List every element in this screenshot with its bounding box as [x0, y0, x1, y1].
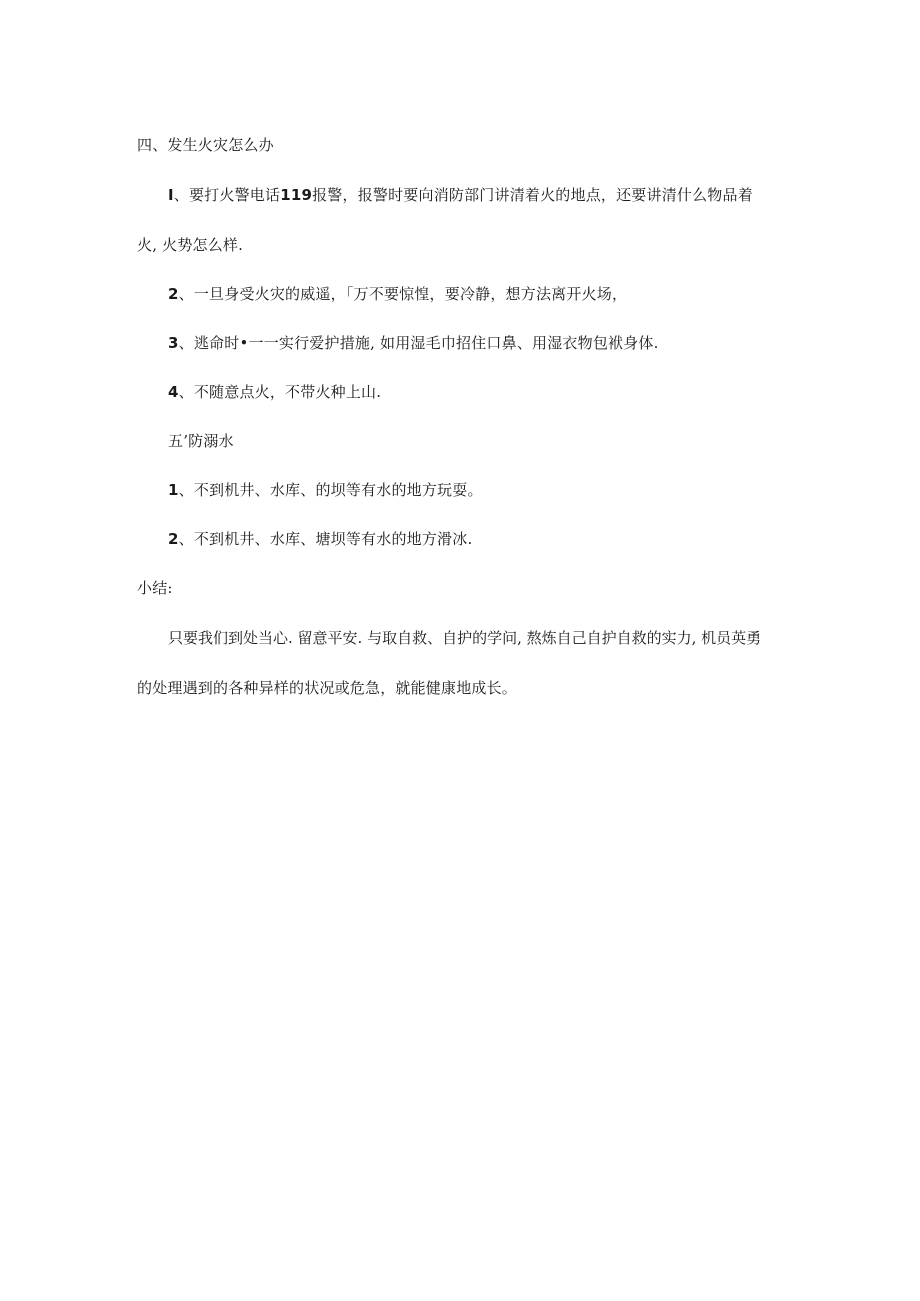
s5-item-2-text: 、不到机井、水库、塘坝等有水的地方滑冰. [178, 530, 473, 548]
section-4-heading: 四、发生火灾怎么办 [137, 136, 274, 154]
s5-item-1-text: 、不到机井、水库、的坝等有水的地方玩耍。 [178, 481, 483, 499]
s5-item-1 [168, 480, 483, 500]
summary-label: 小结: [137, 579, 173, 597]
s4-item-3 [168, 333, 659, 353]
s5-item-1-number: 1 [168, 481, 179, 499]
s5-item-2-number: 2 [168, 530, 179, 548]
s4-item-4-text: 、不随意点火，不带火种上山. [178, 383, 382, 401]
section-5-heading: 五’防溺水 [168, 432, 234, 450]
s4-item-1-number: I [168, 186, 174, 204]
s5-item-2 [168, 529, 472, 549]
s4-item-1-continuation: 火, 火势怎么样. [137, 236, 244, 254]
s4-item-2-text: 、一旦身受火灾的威遥，「万不要惊惶，要冷静，想方法离开火场， [178, 285, 628, 303]
summary-line-1: 只要我们到处当心. 留意平安. 与取自救、自护的学问, 熬炼自己自护自救的实力, 机员英勇 [168, 629, 762, 647]
s4-item-1-phone: 119 [280, 186, 313, 204]
s4-item-1-text-a: 、要打火警电话 [173, 186, 281, 204]
s4-item-2 [168, 284, 627, 304]
s4-item-4-number: 4 [168, 383, 179, 401]
s4-item-2-number: 2 [168, 285, 179, 303]
summary-line-2: 的处理遇到的各种异样的状况或危急，就能健康地成长。 [137, 679, 518, 697]
s4-item-3-number: 3 [168, 334, 179, 352]
s4-item-3-text: 、逃命时•一一实行爱护措施, 如用湿毛巾招住口鼻、用湿衣物包袱身体. [178, 334, 659, 352]
s4-item-1 [168, 185, 753, 205]
s4-item-1-text-c: 报警，报警时要向消防部门讲清着火的地点，还要讲清什么物品着 [312, 186, 753, 204]
s4-item-4 [168, 382, 381, 402]
